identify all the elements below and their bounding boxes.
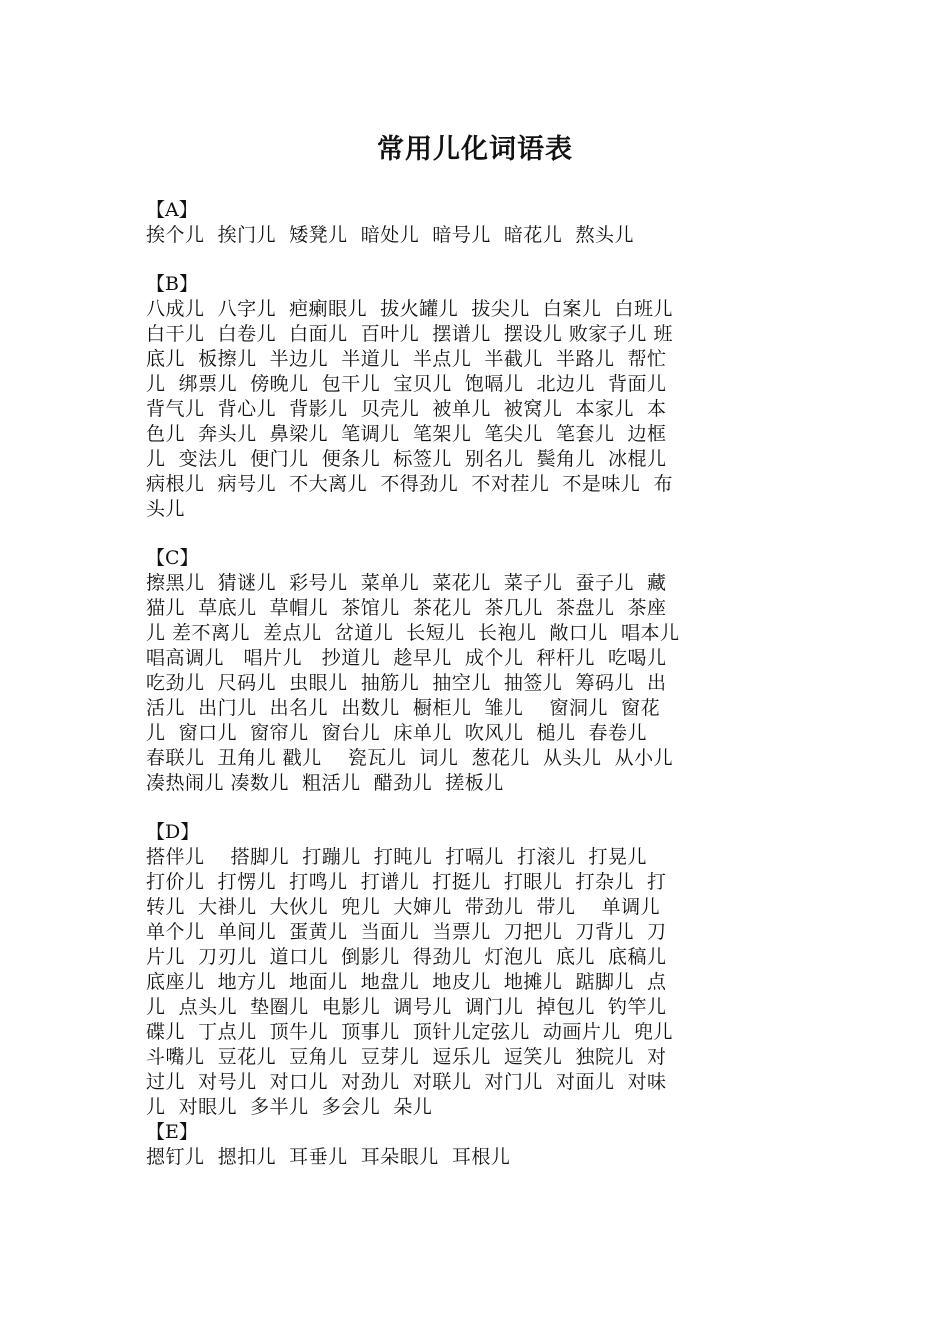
word-list [146,198,814,1170]
section-c-line: 擦黑儿 猜谜儿 彩号儿 菜单儿 菜花儿 菜子儿 蚕子儿 藏 [146,572,667,594]
section-c-line: 唱高调儿 唱片儿 抄道儿 趁早儿 成个儿 秤杆儿 吃喝儿 [146,647,667,669]
section-e-label: 【E】 [146,1121,198,1143]
section-c-line: 凑热闹儿 凑数儿 粗活儿 醋劲儿 搓板儿 [146,772,504,794]
section-d-label: 【D】 [146,821,200,843]
section-c-line: 吃劲儿 尺码儿 虫眼儿 抽筋儿 抽空儿 抽签儿 筹码儿 出 [146,672,667,694]
section-b-line: 白干儿 白卷儿 白面儿 百叶儿 摆谱儿 摆设儿 败家子儿 班 [146,323,673,345]
section-c-line: 儿 窗口儿 窗帘儿 窗台儿 床单儿 吹风儿 槌儿 春卷儿 [146,722,648,744]
section-d-line: 碟儿 丁点儿 顶牛儿 顶事儿 顶针儿定弦儿 动画片儿 兜儿 [146,1021,673,1043]
section-b-line: 色儿 奔头儿 鼻梁儿 笔调儿 笔架儿 笔尖儿 笔套儿 边框 [146,423,667,445]
section-d-line: 搭伴儿 搭脚儿 打蹦儿 打盹儿 打嗝儿 打滚儿 打晃儿 [146,846,648,868]
section-c-label: 【C】 [146,547,199,569]
section-d-line: 底座儿 地方儿 地面儿 地盘儿 地皮儿 地摊儿 踮脚儿 点 [146,971,667,993]
section-d-line: 单个儿 单间儿 蛋黄儿 当面儿 当票儿 刀把儿 刀背儿 刀 [146,921,667,943]
section-b-line: 病根儿 病号儿 不大离儿 不得劲儿 不对茬儿 不是味儿 布 [146,473,673,495]
section-e-line: 摁钉儿 摁扣儿 耳垂儿 耳朵眼儿 耳根儿 [146,1146,511,1168]
section-b-label: 【B】 [146,273,198,295]
page-title: 常用儿化词语表 [377,134,573,165]
section-c-line: 活儿 出门儿 出名儿 出数儿 橱柜儿 雏儿 窗洞儿 窗花 [146,697,661,719]
section-d-line: 儿 点头儿 垫圈儿 电影儿 调号儿 调门儿 掉包儿 钓竿儿 [146,996,667,1018]
section-d-line: 儿 对眼儿 多半儿 多会儿 朵儿 [146,1096,433,1118]
section-b-line: 儿 绑票儿 傍晚儿 包干儿 宝贝儿 饱嗝儿 北边儿 背面儿 [146,373,667,395]
section-a-line: 挨个儿 挨门儿 矮凳儿 暗处儿 暗号儿 暗花儿 熬头儿 [146,224,634,246]
section-b-line: 背气儿 背心儿 背影儿 贝壳儿 被单儿 被窝儿 本家儿 本 [146,398,667,420]
section-c-line: 春联儿 丑角儿 戳儿 瓷瓦儿 词儿 葱花儿 从头儿 从小儿 [146,747,674,769]
section-b-line: 八成儿 八字儿 疤瘌眼儿 拔火罐儿 拔尖儿 白案儿 白班儿 [146,298,673,320]
section-d-line: 转儿 大褂儿 大伙儿 兜儿 大婶儿 带劲儿 带儿 单调儿 [146,896,661,918]
section-d-line: 片儿 刀刃儿 道口儿 倒影儿 得劲儿 灯泡儿 底儿 底稿儿 [146,946,667,968]
section-b-line: 头儿 [146,498,186,520]
section-d-line: 过儿 对号儿 对口儿 对劲儿 对联儿 对门儿 对面儿 对味 [146,1071,667,1093]
section-d-line: 斗嘴儿 豆花儿 豆角儿 豆芽儿 逗乐儿 逗笑儿 独院儿 对 [146,1046,667,1068]
section-b-line: 底儿 板擦儿 半边儿 半道儿 半点儿 半截儿 半路儿 帮忙 [146,348,667,370]
section-c-line: 猫儿 草底儿 草帽儿 茶馆儿 茶花儿 茶几儿 茶盘儿 茶座 [146,597,667,619]
section-c-line: 儿 差不离儿 差点儿 岔道儿 长短儿 长袍儿 敞口儿 唱本儿 [146,622,680,644]
section-a-label: 【A】 [146,199,198,221]
section-b-line: 儿 变法儿 便门儿 便条儿 标签儿 别名儿 鬓角儿 冰棍儿 [146,448,667,470]
section-d-line: 打价儿 打愣儿 打鸣儿 打谱儿 打挺儿 打眼儿 打杂儿 打 [146,871,667,893]
